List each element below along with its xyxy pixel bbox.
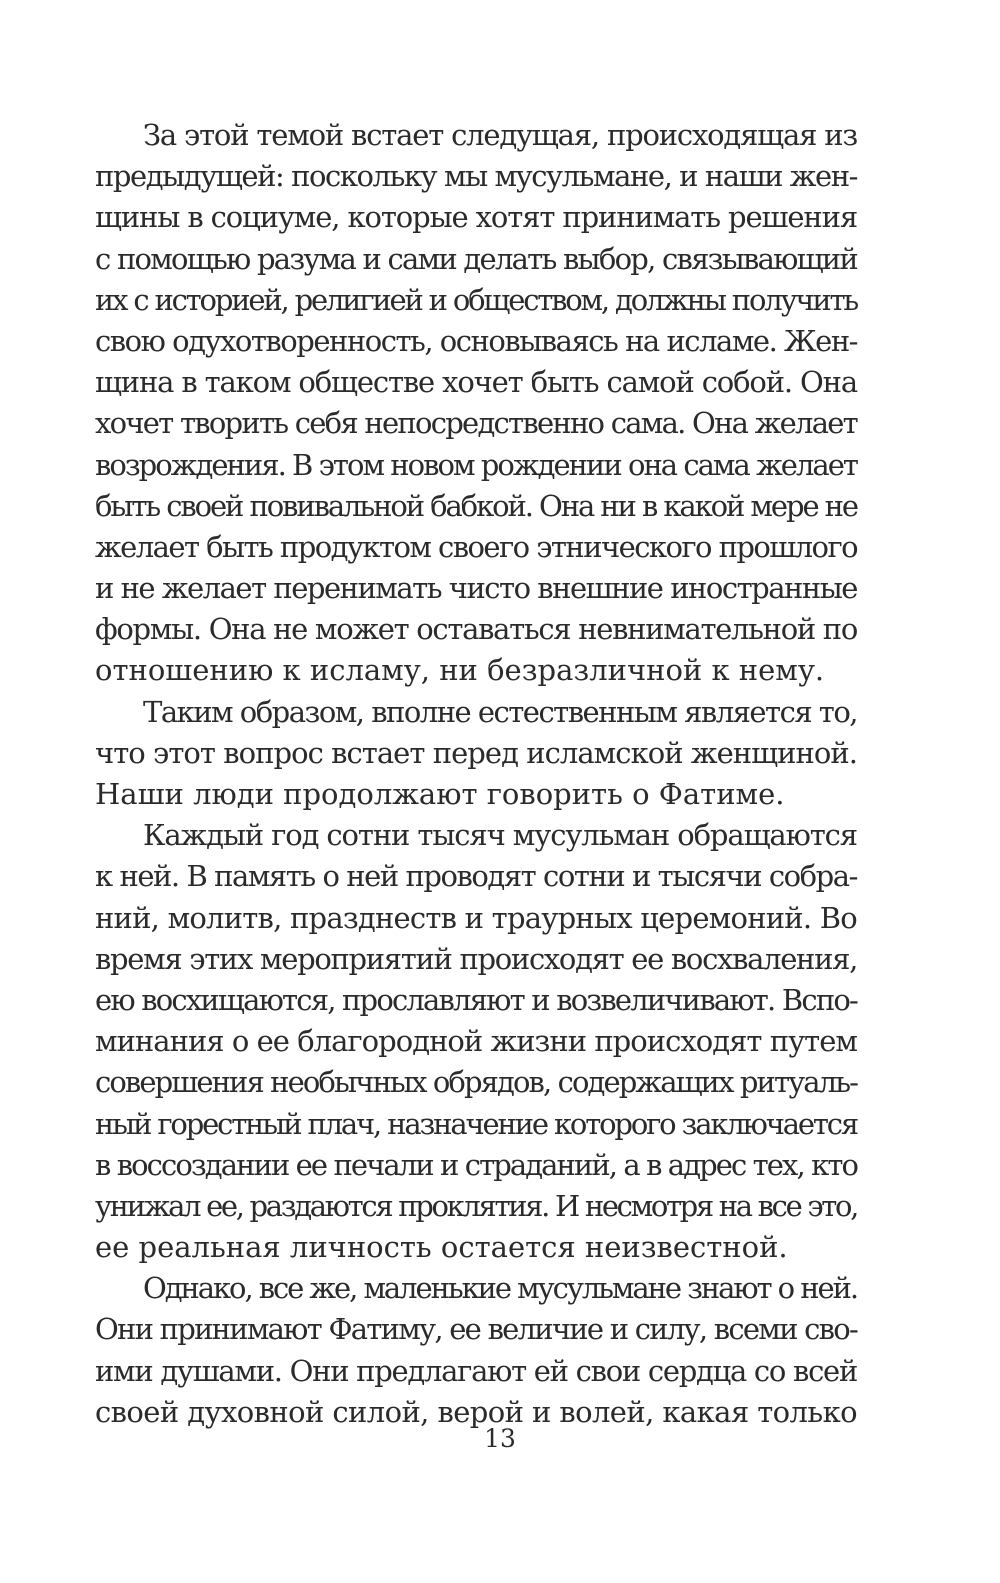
text-line: к ней. В память о ней проводят сотни и тысячи собра-: [95, 859, 857, 894]
text-line: Они принимают Фатиму, ее величие и силу, всеми сво-: [95, 1312, 857, 1347]
text-line: ими душами. Они предлагают ей свои сердца со всей: [95, 1353, 857, 1388]
text-line: щина в таком обществе хочет быть самой собой. Она: [95, 365, 857, 400]
text-line: и не желает перенимать чисто внешние иностранные: [95, 571, 857, 606]
text-line: унижал ее, раздаются проклятия. И несмотря на все это,: [95, 1188, 858, 1223]
text-line: Наши люди продолжают говорить о Фатиме.: [95, 777, 785, 811]
page-number: 13: [484, 1424, 516, 1453]
text-line: совершения необычных обрядов, содержащих ритуаль-: [95, 1065, 857, 1100]
text-line: щины в социуме, которые хотят принимать решения: [95, 200, 857, 235]
text-line: с помощью разума и сами делать выбор, связывающий: [95, 241, 857, 276]
paragraph: [95, 815, 857, 1268]
paragraph: [95, 1268, 857, 1433]
text-line: свою одухотворенность, основываясь на исламе. Жен-: [95, 323, 857, 358]
text-line: хочет творить себя непосредственно сама. Она желает: [95, 406, 857, 441]
text-line: ее реальная личность остается неизвестной.: [95, 1230, 788, 1265]
text-line: время этих мероприятий происходят ее восхваления,: [95, 941, 857, 976]
text-line: своей духовной силой, верой и волей, какая только: [95, 1394, 857, 1429]
text-line: быть своей повивальной бабкой. Она ни в какой мере не: [95, 488, 857, 523]
body-text: [95, 115, 857, 1433]
text-line: в воссоздании ее печали и страданий, а в адрес тех, кто: [95, 1147, 857, 1182]
text-line: возрождения. В этом новом рождении она сама желает: [95, 447, 857, 482]
text-line: ний, молитв, празднеств и траурных церемоний. Во: [95, 900, 857, 935]
paragraph: [95, 115, 857, 692]
text-line: отношению к исламу, ни безразличной к нему.: [95, 653, 825, 688]
text-line: За этой темой встает следущая, происходящая из: [143, 118, 857, 152]
text-line: формы. Она не может оставаться невнимательной по: [95, 612, 857, 647]
text-line: их с историей, религией и обществом, должны получить: [95, 282, 857, 317]
text-line: предыдущей: поскольку мы мусульмане, и наши жен-: [95, 159, 857, 194]
text-line: желает быть продуктом своего этнического прошлого: [95, 529, 857, 564]
text-line: минания о ее благородной жизни происходят путем: [95, 1024, 857, 1059]
text-line: ею восхищаются, прославляют и возвеличивают. Вспо-: [95, 982, 857, 1017]
text-line: ный горестный плач, назначение которого заключается: [95, 1106, 857, 1141]
paragraph: [95, 692, 857, 816]
text-line: что этот вопрос встает перед исламской женщиной.: [95, 735, 857, 770]
text-line: Таким образом, вполне естественным является то,: [143, 694, 857, 729]
text-line: Каждый год сотни тысяч мусульман обращаются: [143, 818, 857, 853]
text-line: Однако, все же, маленькие мусульмане знают о ней.: [143, 1271, 857, 1306]
